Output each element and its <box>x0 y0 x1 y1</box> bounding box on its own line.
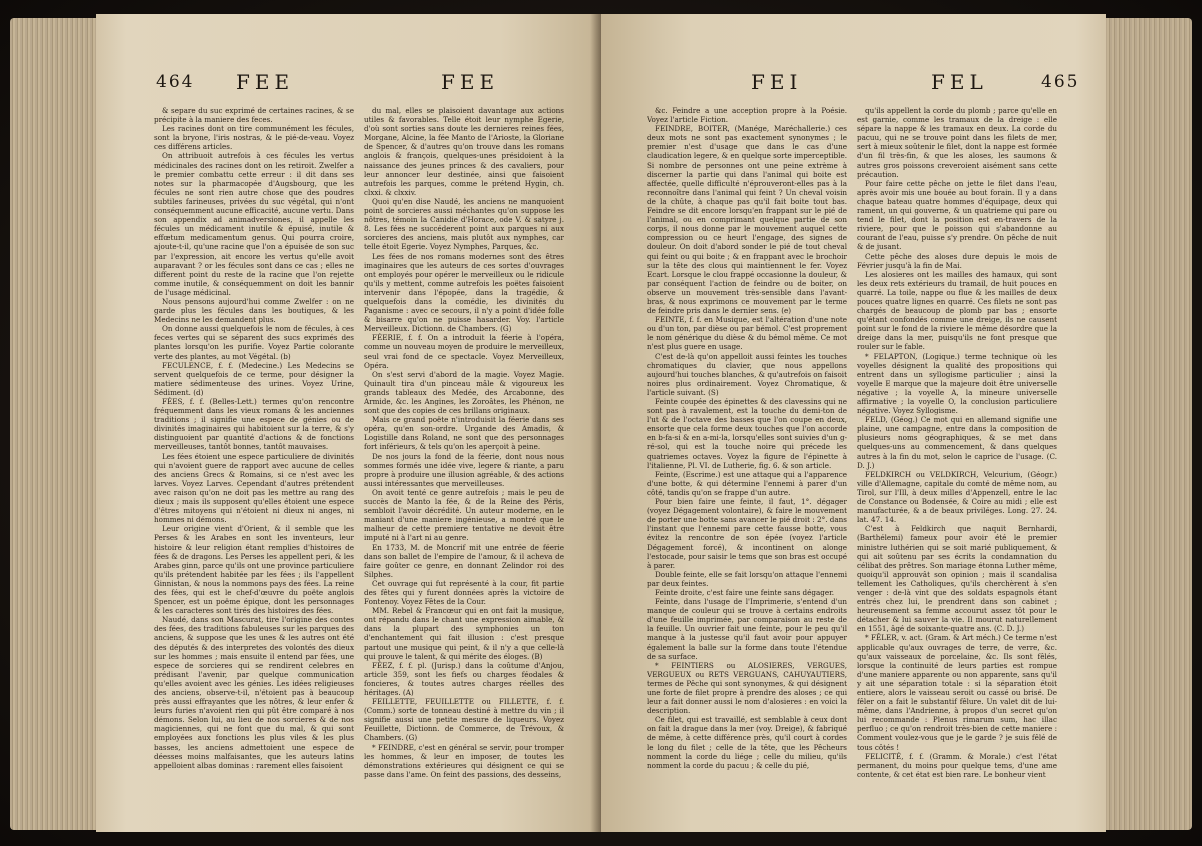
paragraph: * FELAPTON, (Logique.) terme technique où les voyelles désignent la qualité des propositions qui entrent dans un syllogisme particulier ; ainsi la voyelle E marque que la majeure doit être universelle négative ; la voyelle A, la mineure universelle affirmative ; la voyelle O, la conclusion particuliere négative. Voyez Syllogisme. <box>857 351 1057 416</box>
left-page-column-2 <box>364 106 564 812</box>
page-edges-left <box>10 18 102 830</box>
paragraph: Quoi qu'en dise Naudé, les anciens ne manquoient point de sorcieres aussi méchantes qu'on suppose les nôtres, témoin la Canidie d'Horace, ode V. & satyre j. 8. Les fées ne succéderent point aux parques ni aux sorcieres des anciens, mais plutôt aux nymphes, car telle étoit Egerie. Voyez Nymphes, Parques, &c. <box>364 196 564 252</box>
paragraph: * FÊLER, v. act. (Gram. & Art méch.) Ce terme n'est applicable qu'aux ouvrages de terre, de verre, &c. qu'aux vaisseaux de porcelaine, &c. Ils sont fêlés, lorsque la continuité de leurs parties est rompue d'une maniere apparente ou non apparente, sans qu'il y ait une séparation totale : si la séparation étoit entiere, alors le vaisseau seroit ou cassé ou brisé. De fêler on a fait le substantif fêlure. Un valet dit de lui-même, dans l'Andrienne, à propos d'un secret qu'on lui recommande : Plenus rimarum sum, hac illac perfluo ; ce qu'on rendroit très-bien de cette maniere : Comment voulez-vous que je le garde ? je suis fêlé de tous côtés ! <box>857 633 1057 752</box>
paragraph: On s'est servi d'abord de la magie. Voyez Magie. Quinault tira d'un pinceau mâle & vigoureux les grands tableaux des Medée, des Arcabonne, des Armide, &c. les Angines, les Zoroâtes, les Phénon, ne sont que des copies de ces brillans originaux. <box>364 369 564 416</box>
paragraph: Cette pêche des aloses dure depuis le mois de Février jusqu'à la fin de Mai. <box>857 251 1057 270</box>
paragraph: Feinte droite, c'est faire une feinte sans dégager. <box>655 587 835 597</box>
paragraph: Mais ce grand poëte n'introduisit la féerie dans ses opéra, qu'en son-ordre. Urgande des Amadis, & Logistille dans Roland, ne sont que des personnages fort inférieurs, & tels qu'on les aperçoit à peine. <box>364 415 564 452</box>
paragraph: qu'ils appellent la corde du plomb ; parce qu'elle en est garnie, comme les tramaux de la dreige : elle sépare la nappe & les tramaux en deux. La corde du pacuu, qui ne se trouve point dans les filets de mer, sert à mieux soûtenir le filet, dont la nappe est formée d'un fil très-fin, & que les aloses, les saumons & autres gros poissons creveroient aisément sans cette précaution. <box>857 106 1057 179</box>
paragraph: Feinte, dans l'usage de l'Imprimerie, s'entend d'un manque de couleur qui se trouve à certains endroits d'une feuille imprimée, par comparaison au reste de la feuille. Un ouvrier fait une feinte, pour le peu qu'il manque à la justesse qu'il faut avoir pour appuyer également la balle sur la forme dans toute l'étendue de sa surface. <box>647 597 847 661</box>
paragraph: Double feinte, elle se fait lorsqu'on attaque l'ennemi par deux feintes. <box>647 569 847 588</box>
page-edges-right <box>1102 18 1192 830</box>
paragraph: Cet ouvrage qui fut représenté à la cour, fit partie des fêtes qui y furent données après la victoire de Fontenoy. Voyez Fêtes de la Cour. <box>364 578 564 607</box>
paragraph: Feinte, (Escrime.) est une attaque qui a l'apparence d'une botte, & qui détermine l'ennemi à parer d'un côté, tandis qu'on se frappe d'un autre. <box>647 469 847 497</box>
paragraph: Ce filet, qui est travaillé, est semblable à ceux dont on fait la drague dans la mer (voy. Dreige), & fabriqué de même, à cette différence près, qu'il court à cordes le long du filet ; celle de la tête, que les Pêcheurs nomment la corde du liége ; celle du milieu, qu'ils nomment la corde du pacuu ; & celle du pié, <box>647 715 847 770</box>
paragraph: De nos jours la fond de la féerie, dont nous nous sommes formés une idée vive, legere & riante, a paru propre à produire une illusion agréable, & des actions aussi intéressantes que merveilleuses. <box>364 451 564 488</box>
right-running-head-1: FEI <box>751 70 803 94</box>
right-page-header <box>601 70 1106 100</box>
paragraph: C'est de-là qu'on appelloit aussi feintes les touches chromatiques du clavier, que nous appellons aujourd'hui touches blanches, & qu'autrefois on faisoit noires plus ordinairement. Voyez Chromatique, & l'article suivant. (S) <box>647 351 847 397</box>
paragraph: & separe du suc exprimé de certaines racines, & se précipite à la maniere des feces. <box>154 106 354 125</box>
paragraph: C'est à Feldkirch que naquit Bernhardi, (Barthélemi) fameux pour avoir été le premier ministre luthérien qui se soit marié publiquement, & qui ait soûtenu par ses écrits la condamnation du célibat des prêtres. Son mariage étonna Luther même, quoiqu'il approuvât son opinion ; mais il scandalisa tellement les Catholiques, qu'ils cherchèrent à s'en venger : de-là vint que des soldats espagnols étant entrés chez lui, le prendrent dans son cabinet ; heureusement sa femme accourut assez tôt pour le détacher & lui sauver la vie. Il mourut naturellement en 1551, âgé de soixante-quatre ans. (C. D. J.) <box>857 524 1057 634</box>
left-running-head-1: FEE <box>236 70 295 94</box>
paragraph: FELDKIRCH ou VELDKIRCH, Velcurium, (Géogr.) ville d'Allemagne, capitale du comté de même nom, au Tirol, sur l'Ill, à deux milles d'Appenzell, entre le lac de Constance ou Bodensée, & Coire au midi ; elle est manufacturée, & a de beaux priviléges. Long. 27. 24. lat. 47. 14. <box>857 469 1057 525</box>
left-page-column-1 <box>154 106 354 812</box>
paragraph: Nous pensons aujourd'hui comme Zwelfer : on ne garde plus les fécules dans les boutiques, & les Medecins ne les demandent plus. <box>154 296 354 325</box>
paragraph: En 1733, M. de Moncrif mit une entrée de féerie dans son ballet de l'empire de l'amour, & il acheva de faire goûter ce genre, en donnant Zelindor roi des Silphes. <box>364 542 564 579</box>
paragraph: Naudé, dans son Mascurat, tire l'origine des contes des fées, des traditions fabuleuses sur les parques des anciens, & suppose que les unes & les autres ont été des députés & des interpretes des volontés des dieux sur les hommes ; mais ensuite il entend par fées, une espece de sorcieres qui se rendirent celebres en prédisant l'avenir, par quelque communication qu'elles avoient avec les génies. Les idées religieuses des anciens, observe-t-il, n'étoient pas à beaucoup près aussi effrayantes que les nôtres, & leur enfer & leurs furies n'avoient rien qui pût être comparé à nos démons. Selon lui, au lieu de nos sorcieres & de nos magiciennes, qui ne font que du mal, & qui sont employées aux fonctions les plus viles & les plus basses, les anciens admettoient une espece de déesses moins malfaisantes, que les auteurs latins appelloient albas dominas : rarement elles faisoient <box>154 615 354 770</box>
paragraph: Les fées étoient une espece particuliere de divinités qui n'avoient guere de rapport avec aucune de celles des anciens Grecs & Romains, si ce n'est avec les larves. Voyez Larves. Cependant d'autres prétendent avec raison qu'on ne doit pas les mettre au rang des dieux ; mais ils supposent qu'elles étoient une espece d'êtres mitoyens qui n'étoient ni dieux ni anges, ni hommes ni démons. <box>154 451 354 525</box>
right-page-column-2 <box>857 106 1057 812</box>
paragraph: FEINTE, f. f. en Musique, est l'altération d'une note ou d'un ton, par dièse ou par bémol. C'est proprement le nom générique du dièse & du bémol même. Ce mot n'est plus guere en usage. <box>647 315 847 352</box>
paragraph: * FEINTIERS ou ALOSIERES, VERGUES, VERGUEUX ou RETS VERGUANS, CAHUYAUTIERS, termes de Pêche qui sont synonymes, & qui désignent une forte de filet propre à prendre des aloses ; ce qui leur a fait donner aussi le nom d'alosieres : en voici la description. <box>647 660 847 716</box>
right-running-head-2: FEL <box>931 70 988 94</box>
paragraph: On donne aussi quelquefois le nom de fécules, à ces feces vertes qui se séparent des sucs exprimés des plantes lorsqu'on les purifie. Voyez Partie colorante verte des plantes, au mot Végétal. (b) <box>154 324 354 361</box>
paragraph: Pour faire cette pêche on jette le filet dans l'eau, après avoir mis une bouée au bout forain. Il y a dans chaque bateau quatre hommes d'équipage, deux qui rament, un qui gouverne, & un quatrieme qui pare ou tend le filet, dont la position est en-travers de la riviere, pour que le poisson qui s'abandonne au courant de l'eau, puisse s'y prendre. On pêche de nuit & de jusant. <box>857 178 1057 252</box>
paragraph: Pour bien faire une feinte, il faut, 1°. dégager (voyez Dégagement volontaire), & faire le mouvement de porter une botte sans avancer le pié droit : 2°. dans l'instant que l'ennemi pare cette fausse botte, vous évitez la rencontre de son épée (voyez l'article Dégagement forcé), & incontinent on alonge l'estocade, pour saisir le tems que son bras est occupé à parer. <box>647 497 847 570</box>
paragraph: FEILLETTE, FEUILLETTE ou FILLETTE, f. f. (Comm.) sorte de tonneau destiné à mettre du vin ; il signifie aussi une petite mesure de liqueurs. Voyez Feuillette, Dictionn. de Commerce, de Trévoux, & Chambers. (G) <box>364 697 564 743</box>
paragraph: Les alosieres ont les mailles des hamaux, qui sont les deux rets extérieurs du tramail, de huit pouces en quarré. La toile, nappe ou flue & les mailles de deux pouces quatre lignes en quarré. Ces filets ne sont pas chargés de beaucoup de plomb par bas ; ensorte qu'étant confondés comme une dreige, ils ne causent point sur le fond de la riviere le même désordre que la dreige dans la mer, puisqu'ils ne font presque que rouler sur le fable. <box>857 269 1057 352</box>
paragraph: Les racines dont on tire communément les fécules, sont la bryone, l'iris nostras, & le pié-de-veau. Voyez ces différens articles. <box>154 124 354 152</box>
right-page-column-1 <box>647 106 847 812</box>
left-page <box>96 14 601 832</box>
right-page <box>601 14 1106 832</box>
paragraph: Leur origine vient d'Orient, & il semble que les Perses & les Arabes en sont les inventeurs, leur histoire & leur religion étant remplies d'histoires de fées & de dragons. Les Perses les appellent peri, & les Arabes ginn, parce qu'ils ont une province particuliere qu'ils prétendent habitée par les fées ; ils l'appellent Ginnistan, & nous la nommons pays des fées. La reine des fées, qui est le chef-d'œuvre du poëte anglois Spencer, est un poëme épique, dont les personnages & les caracteres sont tirés des histoires des fées. <box>154 524 354 616</box>
paragraph: FEINDRE, BOITER, (Manége, Maréchallerie.) ces deux mots ne sont pas exactement synonymes ; le premier n'est d'usage que dans le cas d'une claudication legere, & en quelque sorte imperceptible. Si nombre de personnes ont une peine extrème à discerner la partie qui dans l'animal qui boite est affectée, quelle difficulté n'éprouveront-elles pas à la reconnoître dans l'animal qui feint ? Un cheval voisin de la chûte, à chaque pas qu'il fait boite tout bas. Feindre se dit encore lorsqu'en frappant sur le pié de l'animal, ou en comprimant quelque partie de son corps, il nous donne par le mouvement auquel cette compression ou ce heurt l'engage, des signes de douleur. On doit d'abord sonder le pié de tout cheval qui feint ou qui boite ; & en frappant avec le brochoir sur la tête des clous qui maintiennent le fer. Voyez Ecart. Lorsque le clou frappé occasionne la douleur, & par conséquent l'action de feindre ou de boiter, on observe un mouvement très-sensible dans l'avant-bras, & nous exprimons ce mouvement par le terme de feindre pris dans le dernier sens. (e) <box>647 124 847 316</box>
paragraph: FÉERIE, f. f. On a introduit la féerie à l'opéra, comme un nouveau moyen de produire le merveilleux, seul vrai fond de ce spectacle. Voyez Merveilleux, Opéra. <box>364 333 564 370</box>
paragraph: FELICITÉ, f. f. (Gramm. & Morale.) c'est l'état permanent, du moins pour quelque tems, d'une ame contente, & cet état est bien rare. Le bonheur vient <box>857 751 1057 779</box>
paragraph: * FEINDRE, c'est en général se servir, pour tromper les hommes, & leur en imposer, de toutes les démonstrations extérieures qui désignent ce qui se passe dans l'ame. On feint des passions, des desseins, <box>364 742 564 779</box>
paragraph: FÉEZ, f. f. pl. (Jurisp.) dans la coûtume d'Anjou, article 359, sont les fiefs ou charges féodales & foncieres, & toutes autres charges réelles des héritages. (A) <box>364 660 564 697</box>
right-page-number: 465 <box>1041 72 1080 92</box>
paragraph: Les fées de nos romans modernes sont des êtres imaginaires que les auteurs de ces sortes d'ouvrages ont employés pour opérer le merveilleux ou le ridicule qu'ils y mettent, comme autrefois les poëtes faisoient intervenir dans l'épopée, dans la tragédie, & quelquefois dans la comédie, les divinités du Paganisme : avec ce secours, il n'y a point d'idée folle & bisarre qu'on ne puisse hasarder. Voy. l'article Merveilleux. Dictionn. de Chambers. (G) <box>364 251 564 334</box>
paragraph: FELD, (Géog.) Ce mot qui en allemand signifie une plaine, une campagne, entre dans la composition de plusieurs noms géographiques, & se met dans quelques-uns au commencement, & dans quelques autres à la fin du mot, selon le caprice de l'usage. (C. D. J.) <box>857 415 1057 470</box>
paragraph: du mal, elles se plaisoient davantage aux actions utiles & favorables. Telle étoit leur nymphe Egerie, d'où sont sorties sans doute les dernieres reines fées, Morgane, Alcine, la fée Manto de l'Arioste, la Gloriane de Spencer, & d'autres qu'on trouve dans les romans anglois & françois, quelques-unes présidoient à la naissance des jeunes princes & des cavaliers, pour leur annoncer leur destinée, ainsi que faisoient autrefois les parques, comme le prétend Hygin, ch. clxxi. & clxxiv. <box>364 106 564 197</box>
paragraph: Feinte coupée des épinettes & des clavessins qui ne sont pas à ravalement, est la touche du demi-ton de l'ut & de l'octave des basses que l'on coupe en deux, ensorte que cela forme deux touches que l'on accorde en b-fa-si & en a-mi-la, lorsqu'elles sont suivies d'un g-ré-sol, qui est la touche noire qui précede les quatriemes octaves. Voyez la figure de l'épinette à l'italienne, Pl. VI. de Lutherie, fig. 6. & son article. <box>647 397 847 470</box>
paragraph: FÉES, f. f. (Belles-Lett.) termes qu'on rencontre fréquemment dans les vieux romans & les anciennes traditions ; il signifie une espece de génies ou de divinités imaginaires qui habitoient sur la terre, & s'y distinguoient par quantité d'actions & de fonctions merveilleuses, tantôt bonnes, tantôt mauvaises. <box>154 397 354 452</box>
left-page-header <box>96 70 601 100</box>
paragraph: On avoit tenté ce genre autrefois ; mais le peu de succès de Manto la fée, & de la Reine des Péris, sembloit l'avoir décrédité. Un auteur moderne, en le maniant d'une maniere ingénieuse, a montré que le malheur de cette premiere tentative ne devoit être imputé ni à l'art ni au genre. <box>364 487 564 543</box>
paragraph: On attribuoit autrefois à ces fécules les vertus médicinales des racines dont on les retiroit. Zwelfer a le premier combattu cette erreur : il dit dans ses notes sur la pharmacopée d'Augsbourg, que les fécules ne sont rien autre chose que des poudres subtiles farineuses, privées du suc végétal, qui n'ont conséquemment aucune efficacité, aucune vertu. Dans son appendix ad animadversiones, il appelle les fécules un médicament inutile & épuisé, inutile & effœtum medicamentum genus. Qui pourra croire, ajoute-t-il, qu'une racine que l'on a épuisée de son suc par l'expression, ait encore les vertus qu'elle avoit auparavant ? or les fécules sont dans ce cas ; elles ne different point du reste de la racine que l'on rejette comme inutile, & conséquemment on doit les bannir de l'usage médicinal. <box>154 151 354 297</box>
paragraph: FECULENCE, f. f. (Medecine.) Les Medecins se servent quelquefois de ce terme, pour désigner la matiere sédimenteuse des urines. Voyez Urine, Sédiment. (d) <box>154 360 354 397</box>
left-running-head-2: FEE <box>441 70 500 94</box>
paragraph: MM. Rebel & Francœur qui en ont fait la musique, ont répandu dans le chant une expression aimable, & dans la plupart des symphonies un ton d'enchantement qui fait illusion : c'est presque partout une musique qui peint, & il n'y a que celle-là qui prouve le talent, & qui mérite des éloges. (B) <box>364 606 564 661</box>
left-page-number: 464 <box>156 72 195 92</box>
paragraph: &c. Feindre a une acception propre à la Poésie. Voyez l'article Fiction. <box>647 106 847 125</box>
